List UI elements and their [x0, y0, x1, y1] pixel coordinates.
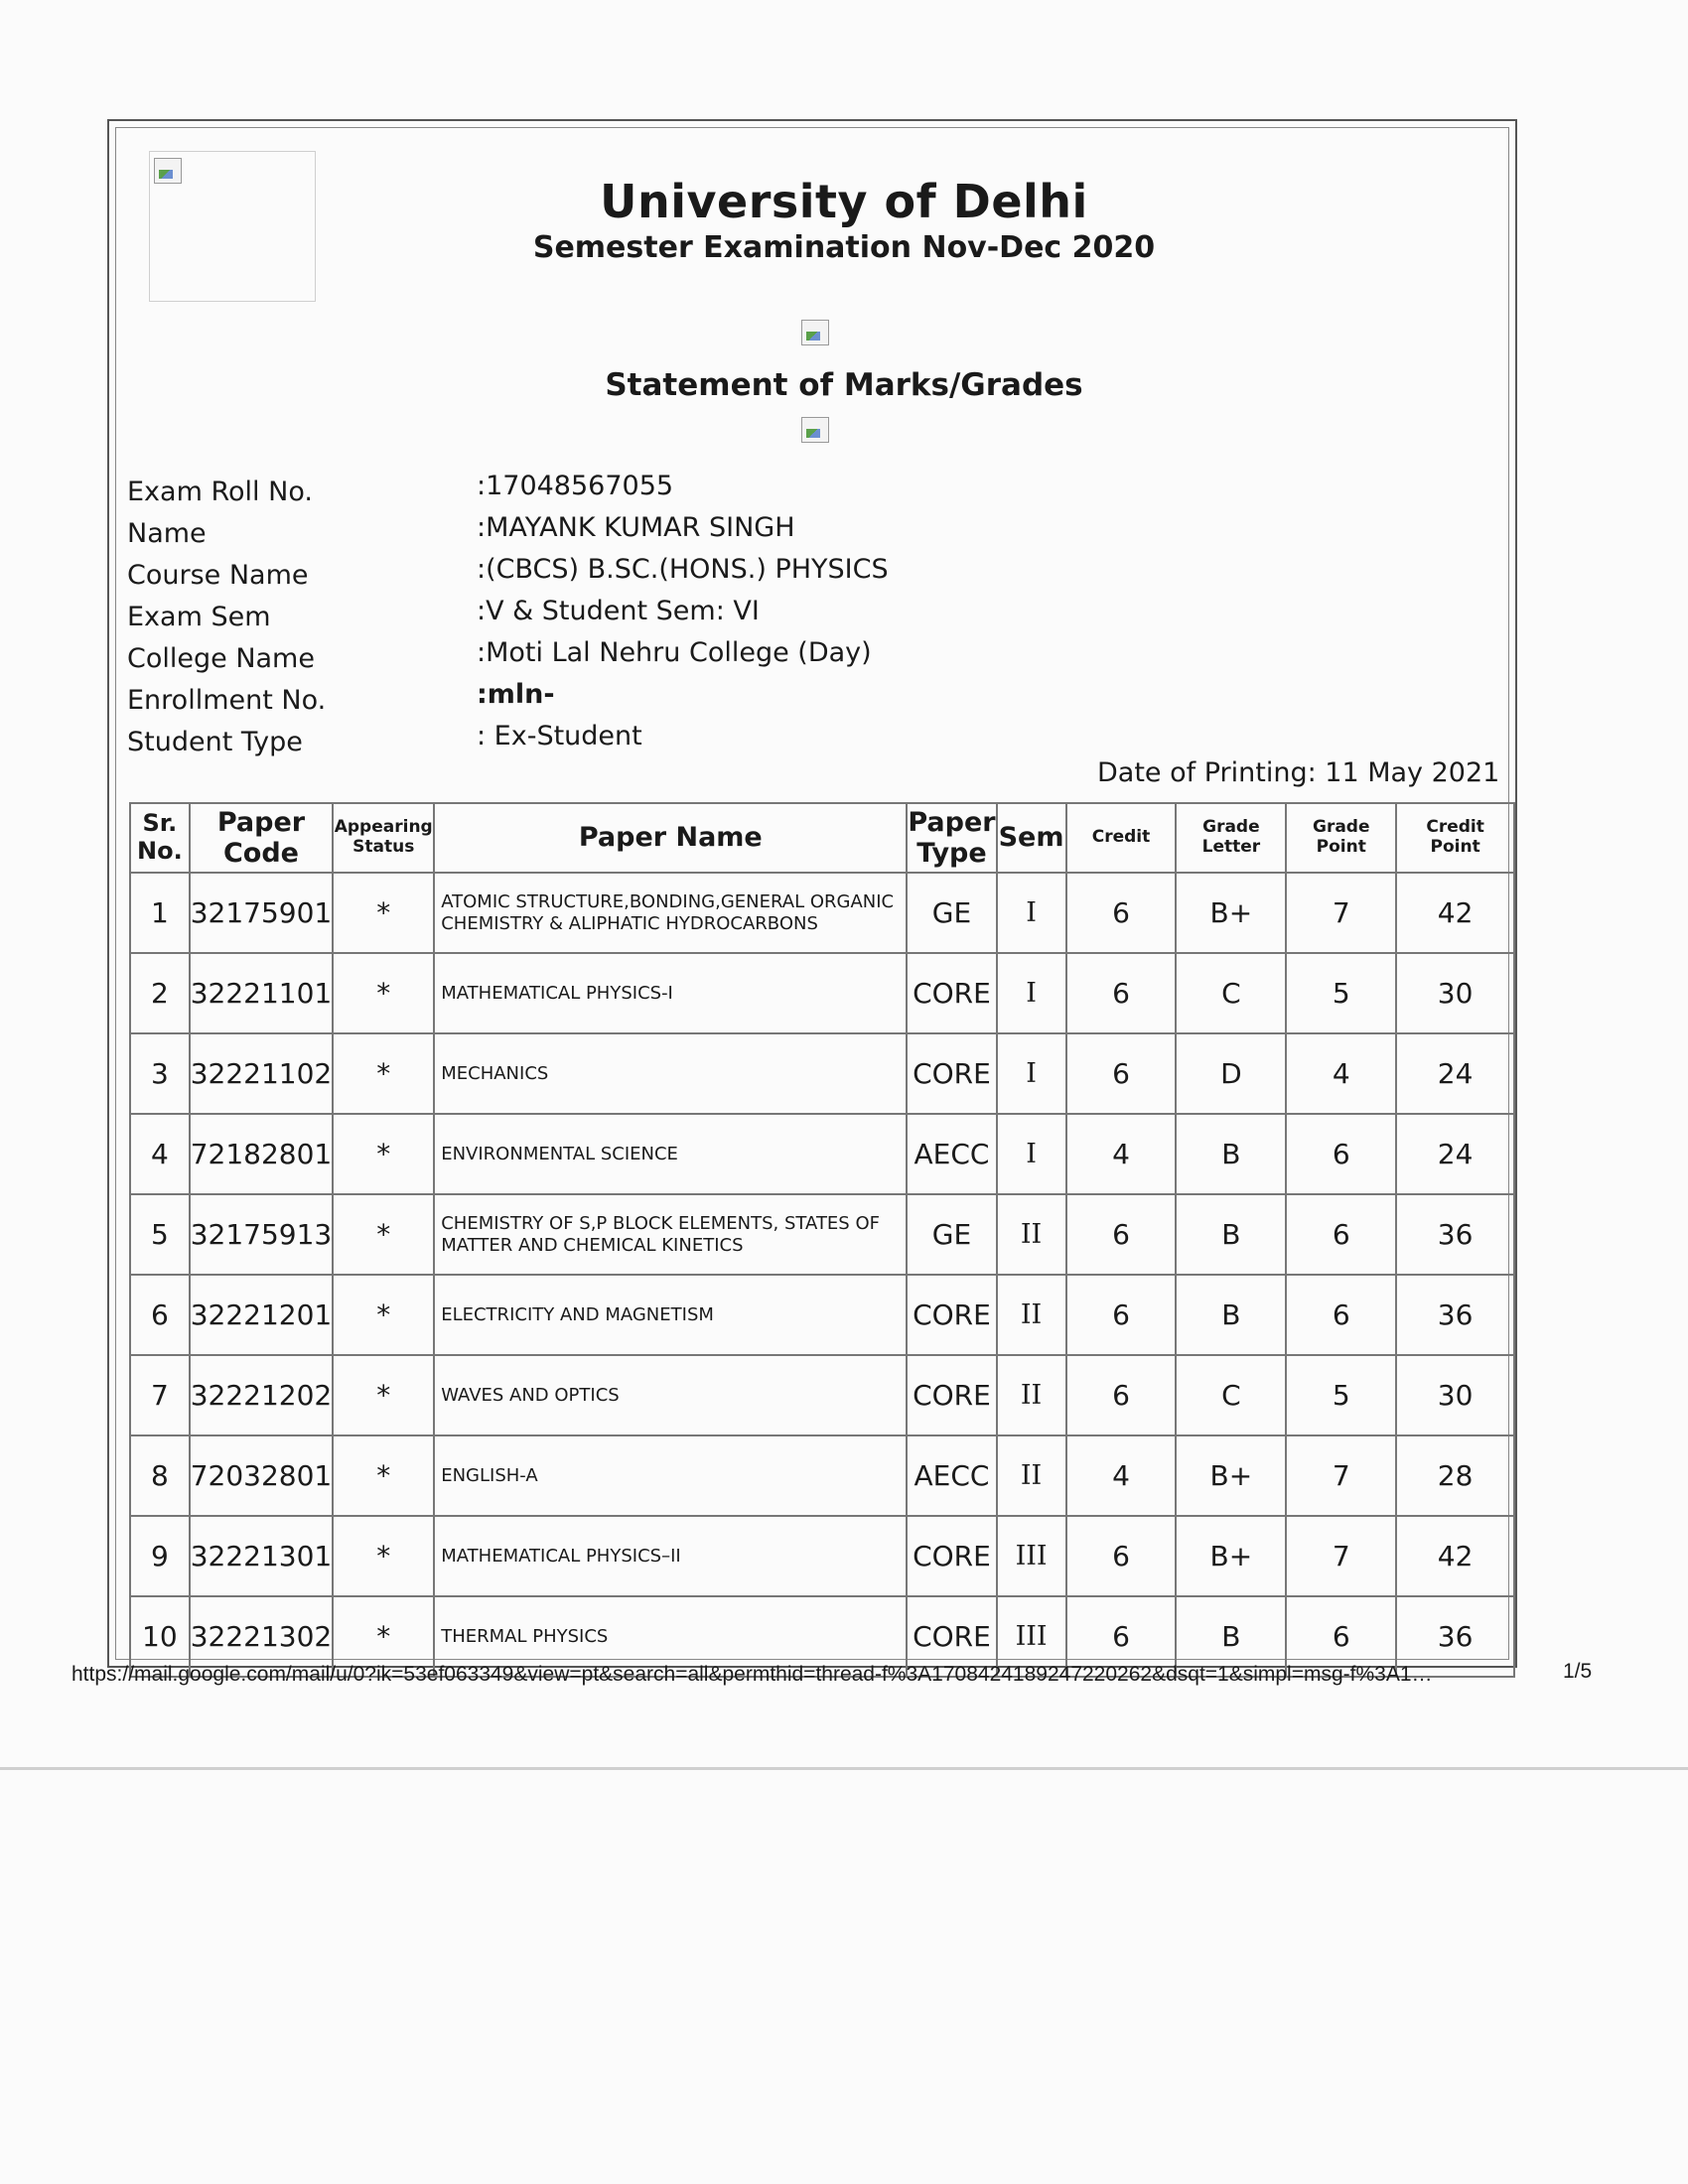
cell-paper-name: ELECTRICITY AND MAGNETISM	[434, 1275, 907, 1355]
cell-sem: III	[997, 1516, 1066, 1596]
header-credit-point: Credit Point	[1396, 803, 1514, 873]
cell-sem: I	[997, 1114, 1066, 1194]
header-type: Paper Type	[907, 803, 996, 873]
cell-sr: 3	[130, 1033, 190, 1114]
cell-grade-point: 7	[1286, 873, 1396, 953]
cell-code: 32221302	[190, 1596, 334, 1677]
table-row	[130, 1516, 1514, 1596]
cell-grade: C	[1176, 1355, 1286, 1435]
info-label: Enrollment No.	[127, 685, 327, 716]
cell-sr: 2	[130, 953, 190, 1033]
cell-sem: II	[997, 1435, 1066, 1516]
header-sr: Sr. No.	[130, 803, 190, 873]
cell-type: CORE	[907, 1275, 996, 1355]
university-title: University of Delhi	[600, 175, 1088, 228]
cell-code: 32175901	[190, 873, 334, 953]
cell-paper-name: THERMAL PHYSICS	[434, 1596, 907, 1677]
cell-paper-name: CHEMISTRY OF S,P BLOCK ELEMENTS, STATES OF MATTER AND CHEMICAL KINETICS	[434, 1194, 907, 1275]
info-value: :Moti Lal Nehru College (Day)	[477, 637, 872, 668]
cell-code: 32221102	[190, 1033, 334, 1114]
header-code: Paper Code	[190, 803, 334, 873]
cell-grade-point: 7	[1286, 1516, 1396, 1596]
info-label: Name	[127, 518, 207, 549]
cell-status: *	[333, 953, 434, 1033]
cell-sr: 5	[130, 1194, 190, 1275]
cell-credit: 6	[1066, 1596, 1177, 1677]
cell-paper-name: ENVIRONMENTAL SCIENCE	[434, 1114, 907, 1194]
table-row	[130, 953, 1514, 1033]
cell-status: *	[333, 1275, 434, 1355]
cell-credit: 6	[1066, 1275, 1177, 1355]
cell-type: CORE	[907, 1596, 996, 1677]
cell-status: *	[333, 1194, 434, 1275]
cell-paper-name: MECHANICS	[434, 1033, 907, 1114]
table-row	[130, 1033, 1514, 1114]
table-row	[130, 1435, 1514, 1516]
cell-sem: III	[997, 1596, 1066, 1677]
cell-grade-point: 6	[1286, 1275, 1396, 1355]
cell-code: 32221201	[190, 1275, 334, 1355]
cell-code: 32221301	[190, 1516, 334, 1596]
statement-title: Statement of Marks/Grades	[605, 367, 1083, 403]
cell-sr: 6	[130, 1275, 190, 1355]
cell-type: AECC	[907, 1435, 996, 1516]
table-row	[130, 1355, 1514, 1435]
cell-sr: 10	[130, 1596, 190, 1677]
cell-grade: B	[1176, 1275, 1286, 1355]
info-label: Exam Sem	[127, 602, 271, 632]
cell-sem: I	[997, 1033, 1066, 1114]
cell-sem: I	[997, 873, 1066, 953]
cell-grade-point: 7	[1286, 1435, 1396, 1516]
cell-code: 72182801	[190, 1114, 334, 1194]
page-number: 1/5	[1563, 1660, 1593, 1683]
cell-grade: B+	[1176, 1516, 1286, 1596]
cell-credit: 4	[1066, 1114, 1177, 1194]
cell-credit: 6	[1066, 873, 1177, 953]
cell-code: 72032801	[190, 1435, 334, 1516]
cell-status: *	[333, 1516, 434, 1596]
cell-paper-name: ATOMIC STRUCTURE,BONDING,GENERAL ORGANIC CHEMISTRY & ALIPHATIC HYDROCARBONS	[434, 873, 907, 953]
cell-status: *	[333, 1033, 434, 1114]
cell-sem: II	[997, 1275, 1066, 1355]
cell-grade: D	[1176, 1033, 1286, 1114]
info-label: Exam Roll No.	[127, 477, 313, 507]
header-grade-letter: Grade Letter	[1176, 803, 1286, 873]
cell-status: *	[333, 1355, 434, 1435]
cell-credit-point: 24	[1396, 1033, 1514, 1114]
cell-type: CORE	[907, 1355, 996, 1435]
printing-date: Date of Printing: 11 May 2021	[1097, 757, 1500, 788]
cell-sr: 4	[130, 1114, 190, 1194]
header-grade-point: Grade Point	[1286, 803, 1396, 873]
cell-grade-point: 6	[1286, 1194, 1396, 1275]
print-url: https://mail.google.com/mail/u/0?ik=53ef063349&view=pt&search=all&permthid=thread-f%3A1708424189247220262&dsqt=1&simpl=msg-f%3A1…	[71, 1663, 1433, 1686]
cell-type: CORE	[907, 953, 996, 1033]
cell-grade-point: 6	[1286, 1114, 1396, 1194]
table-row	[130, 1114, 1514, 1194]
cell-grade: B	[1176, 1194, 1286, 1275]
cell-credit-point: 36	[1396, 1194, 1514, 1275]
cell-credit: 6	[1066, 1194, 1177, 1275]
cell-credit-point: 30	[1396, 1355, 1514, 1435]
cell-type: CORE	[907, 1033, 996, 1114]
cell-grade: B	[1176, 1114, 1286, 1194]
cell-credit: 4	[1066, 1435, 1177, 1516]
cell-grade-point: 4	[1286, 1033, 1396, 1114]
info-value: :mln-	[477, 679, 555, 710]
header-credit: Credit	[1066, 803, 1177, 873]
cell-grade: B+	[1176, 873, 1286, 953]
cell-sem: I	[997, 953, 1066, 1033]
cell-sr: 1	[130, 873, 190, 953]
cell-sem: II	[997, 1355, 1066, 1435]
cell-type: GE	[907, 873, 996, 953]
cell-type: AECC	[907, 1114, 996, 1194]
cell-credit-point: 28	[1396, 1435, 1514, 1516]
cell-credit: 6	[1066, 1033, 1177, 1114]
cell-code: 32221101	[190, 953, 334, 1033]
cell-status: *	[333, 1596, 434, 1677]
cell-grade: B	[1176, 1596, 1286, 1677]
info-value: :17048567055	[477, 471, 674, 501]
cell-sr: 9	[130, 1516, 190, 1596]
cell-grade: B+	[1176, 1435, 1286, 1516]
header-paper-name: Paper Name	[434, 803, 907, 873]
broken-image-icon	[801, 417, 829, 443]
cell-status: *	[333, 873, 434, 953]
cell-grade-point: 5	[1286, 953, 1396, 1033]
cell-grade: C	[1176, 953, 1286, 1033]
cell-credit-point: 36	[1396, 1596, 1514, 1677]
table-row	[130, 1194, 1514, 1275]
cell-credit: 6	[1066, 953, 1177, 1033]
cell-sem: II	[997, 1194, 1066, 1275]
info-label: Student Type	[127, 727, 303, 757]
info-label: College Name	[127, 643, 315, 674]
page-separator	[0, 1767, 1688, 1770]
cell-credit-point: 30	[1396, 953, 1514, 1033]
cell-grade-point: 6	[1286, 1596, 1396, 1677]
cell-status: *	[333, 1435, 434, 1516]
cell-credit-point: 42	[1396, 873, 1514, 953]
info-value: :MAYANK KUMAR SINGH	[477, 512, 795, 543]
cell-type: CORE	[907, 1516, 996, 1596]
broken-image-icon	[801, 320, 829, 345]
cell-credit: 6	[1066, 1355, 1177, 1435]
info-value: : Ex-Student	[477, 721, 642, 751]
info-value: :(CBCS) B.SC.(HONS.) PHYSICS	[477, 554, 889, 585]
cell-credit: 6	[1066, 1516, 1177, 1596]
table-header-row	[130, 803, 1514, 873]
table-row	[130, 1275, 1514, 1355]
cell-paper-name: MATHEMATICAL PHYSICS–II	[434, 1516, 907, 1596]
cell-code: 32221202	[190, 1355, 334, 1435]
cell-sr: 8	[130, 1435, 190, 1516]
info-label: Course Name	[127, 560, 309, 591]
marks-table	[129, 802, 1515, 1678]
info-value: :V & Student Sem: VI	[477, 596, 760, 626]
cell-status: *	[333, 1114, 434, 1194]
cell-paper-name: ENGLISH-A	[434, 1435, 907, 1516]
cell-grade-point: 5	[1286, 1355, 1396, 1435]
cell-paper-name: WAVES AND OPTICS	[434, 1355, 907, 1435]
cell-type: GE	[907, 1194, 996, 1275]
cell-sr: 7	[130, 1355, 190, 1435]
table-row	[130, 873, 1514, 953]
header-sem: Sem	[997, 803, 1066, 873]
cell-credit-point: 24	[1396, 1114, 1514, 1194]
exam-title: Semester Examination Nov-Dec 2020	[532, 230, 1156, 265]
header-status: Appearing Status	[333, 803, 434, 873]
cell-code: 32175913	[190, 1194, 334, 1275]
cell-credit-point: 36	[1396, 1275, 1514, 1355]
cell-credit-point: 42	[1396, 1516, 1514, 1596]
cell-paper-name: MATHEMATICAL PHYSICS-I	[434, 953, 907, 1033]
